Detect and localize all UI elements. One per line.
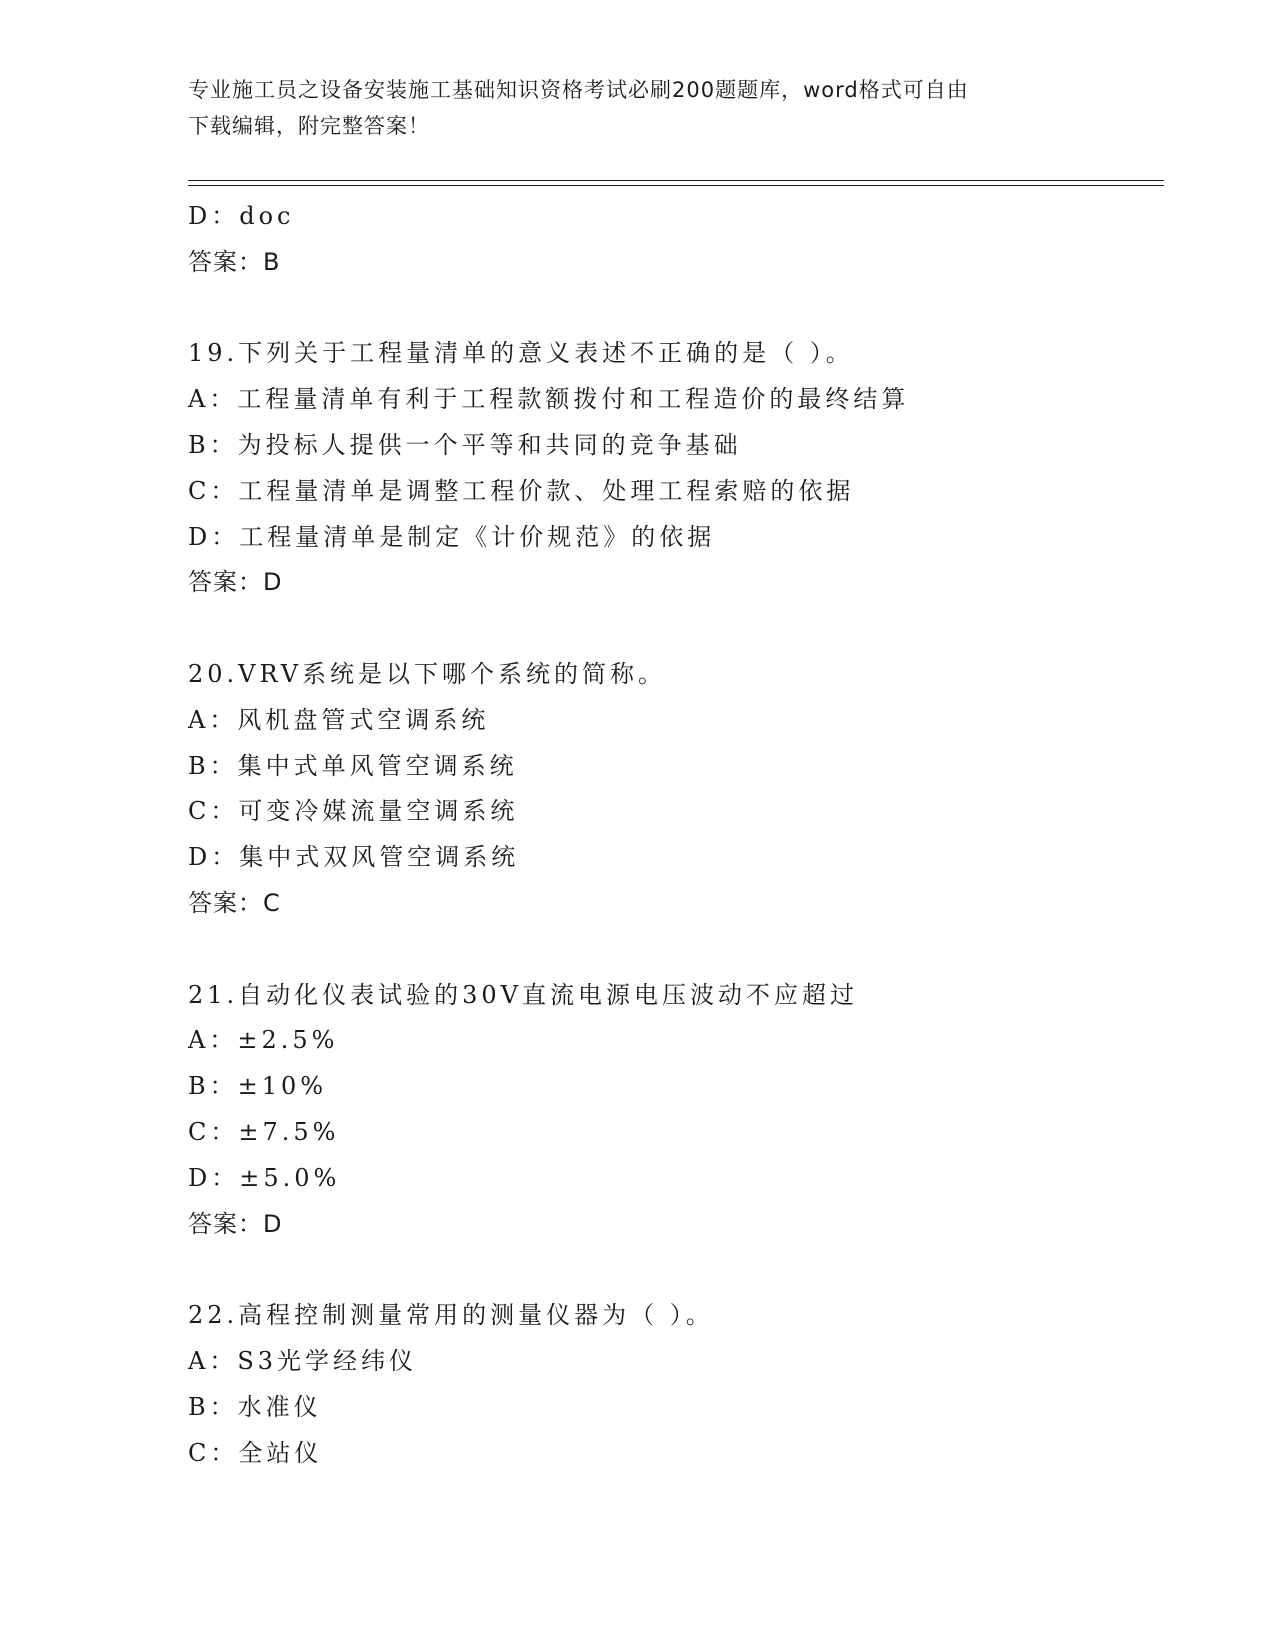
option-c: C：全站仪 xyxy=(188,1438,323,1467)
option-a: A：S3光学经纬仪 xyxy=(188,1346,418,1375)
option-b: B：±10% xyxy=(188,1072,328,1101)
prev-option-d: D：doc xyxy=(188,202,295,230)
header-divider-bottom xyxy=(188,185,1164,186)
spacer xyxy=(188,927,1168,973)
answer: 答案：C xyxy=(188,888,281,917)
answer: 答案：D xyxy=(188,1209,283,1238)
option-a: A：±2.5% xyxy=(188,1026,339,1055)
document-header xyxy=(188,72,1088,144)
question-stem: 19.下列关于工程量清单的意义表述不正确的是（ ）。 xyxy=(188,339,854,368)
question-21 xyxy=(188,973,1168,1248)
option-a: A：风机盘管式空调系统 xyxy=(188,705,490,734)
question-22 xyxy=(188,1293,1168,1476)
question-19 xyxy=(188,331,1168,606)
spacer xyxy=(188,1247,1168,1293)
option-c: C：±7.5% xyxy=(188,1117,340,1146)
option-d: D：±5.0% xyxy=(188,1163,341,1192)
option-d: D：工程量清单是制定《计价规范》的依据 xyxy=(188,522,716,551)
option-d: D：集中式双风管空调系统 xyxy=(188,843,520,872)
option-b: B：集中式单风管空调系统 xyxy=(188,751,518,780)
question-list xyxy=(188,194,1168,1476)
spacer xyxy=(188,286,1168,332)
question-stem: 20.VRV系统是以下哪个系统的简称。 xyxy=(188,659,667,688)
answer: 答案：D xyxy=(188,568,283,597)
option-c: C：工程量清单是调整工程价款、处理工程索赔的依据 xyxy=(188,476,855,505)
header-line-1: 专业施工员之设备安装施工基础知识资格考试必刷200题题库，word格式可自由 xyxy=(188,78,969,102)
question-stem: 22.高程控制测量常用的测量仪器为（ ）。 xyxy=(188,1301,714,1330)
question-stem: 21.自动化仪表试验的30V直流电源电压波动不应超过 xyxy=(188,980,859,1009)
prev-answer: 答案：B xyxy=(188,247,281,276)
option-c: C：可变冷媒流量空调系统 xyxy=(188,797,519,826)
question-20 xyxy=(188,652,1168,927)
header-divider-top xyxy=(188,180,1164,181)
option-b: B：为投标人提供一个平等和共同的竞争基础 xyxy=(188,430,742,459)
option-a: A：工程量清单有利于工程款额拨付和工程造价的最终结算 xyxy=(188,385,910,414)
spacer xyxy=(188,606,1168,652)
header-line-2: 下载编辑，附完整答案！ xyxy=(188,114,430,138)
option-b: B：水准仪 xyxy=(188,1392,322,1421)
